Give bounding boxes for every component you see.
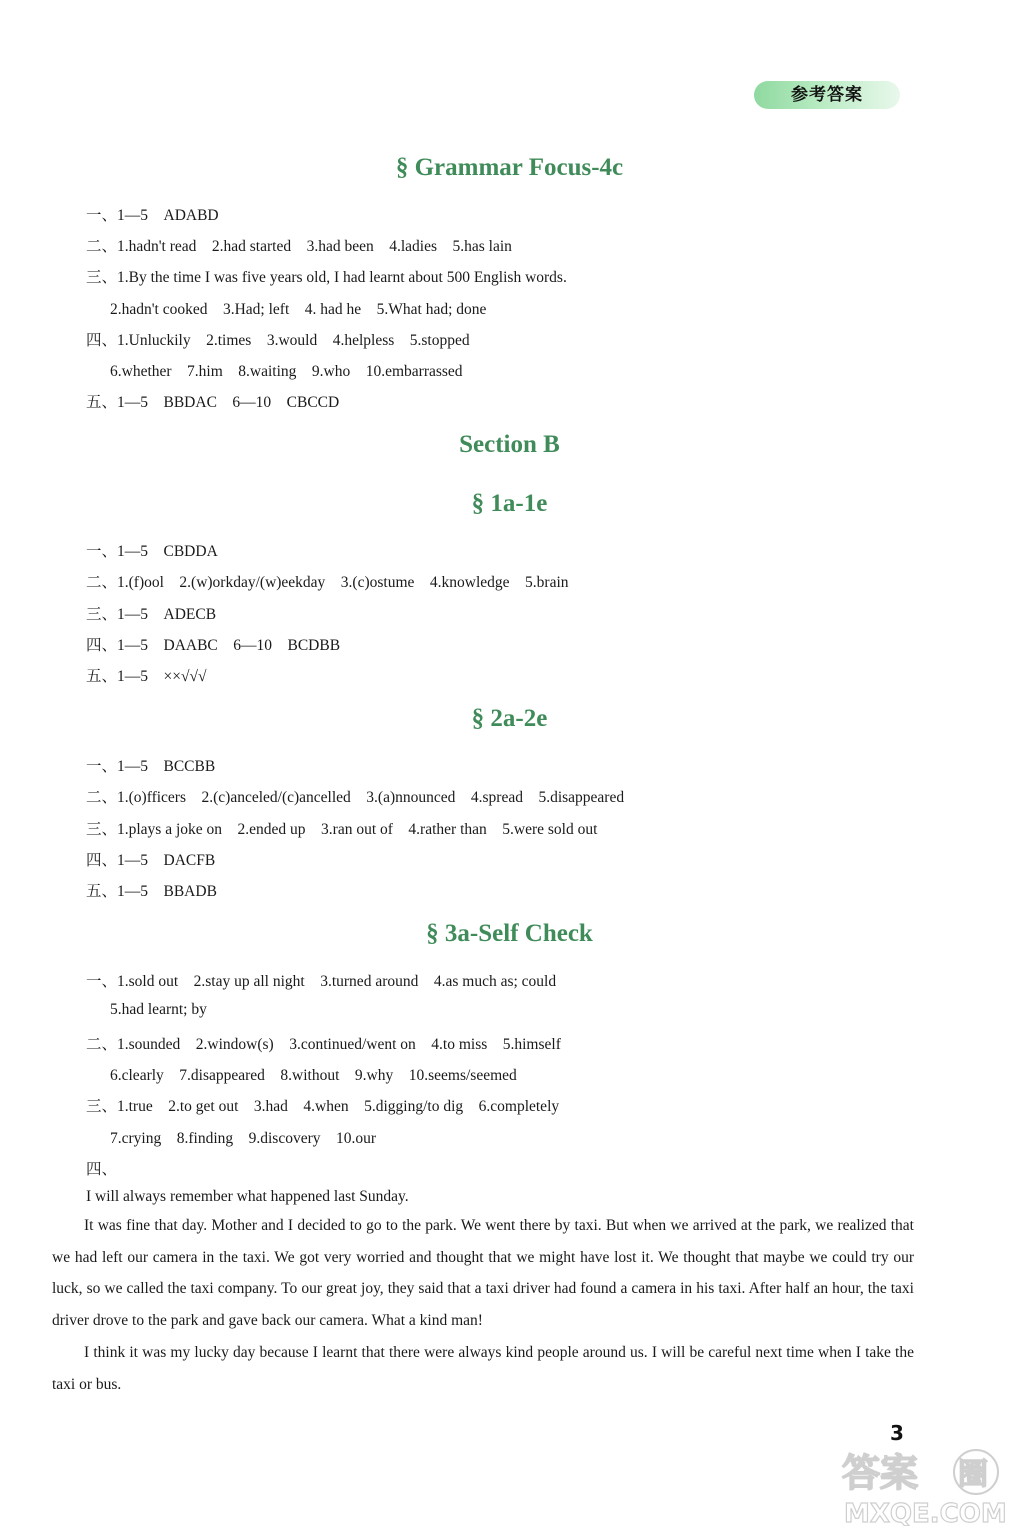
- answer-line: 三、1.plays a joke on 2.ended up 3.ran out of 4.rather than 5.were sold out: [86, 821, 598, 838]
- answer-line: 6.whether 7.him 8.waiting 9.who 10.embarrassed: [110, 363, 463, 380]
- answer-line: 三、1.true 2.to get out 3.had 4.when 5.digging/to dig 6.completely: [86, 1098, 560, 1115]
- page-number: 3: [890, 1421, 904, 1445]
- answer-line: 一、1.sold out 2.stay up all night 3.turned around 4.as much as; could: [86, 973, 557, 990]
- answer-line: 五、1—5 BBDAC 6—10 CBCCD: [86, 394, 340, 411]
- answer-line: 二、1.(f)ool 2.(w)orkday/(w)eekday 3.(c)ostume 4.knowledge 5.brain: [86, 574, 569, 591]
- svg-text:MXQE.COM: MXQE.COM: [844, 1499, 1007, 1526]
- answer-line: 二、1.sounded 2.window(s) 3.continued/went on 4.to miss 5.himself: [86, 1036, 561, 1053]
- heading-3a-self-check: § 3a-Self Check: [426, 920, 593, 947]
- answer-line: 2.hadn't cooked 3.Had; left 4. had he 5.What had; done: [110, 301, 487, 318]
- answer-line: 四、1—5 DAABC 6—10 BCDBB: [86, 637, 341, 654]
- answer-line: 四、1—5 DACFB: [86, 852, 216, 869]
- heading-2a-2e: § 2a-2e: [471, 705, 548, 732]
- heading-1a-1e: § 1a-1e: [471, 490, 548, 517]
- answer-line: 四、: [86, 1161, 118, 1178]
- answer-line: 一、1—5 ADABD: [86, 207, 219, 224]
- essay-title: I will always remember what happened last Sunday.: [86, 1188, 409, 1205]
- answer-line: 三、1—5 ADECB: [86, 606, 217, 623]
- heading-section-b: Section B: [459, 431, 560, 458]
- answer-line: 5.had learnt; by: [110, 1001, 207, 1018]
- answer-line: 7.crying 8.finding 9.discovery 10.our: [110, 1130, 377, 1147]
- answer-line: 一、1—5 BCCBB: [86, 758, 216, 775]
- answer-line: 五、1—5 BBADB: [86, 883, 217, 900]
- heading-grammar-focus: § Grammar Focus-4c: [395, 154, 624, 181]
- answer-key-badge: 参考答案: [754, 81, 900, 109]
- answer-line: 二、1.(o)fficers 2.(c)anceled/(c)ancelled 3.(a)nnounced 4.spread 5.disappeared: [86, 789, 625, 806]
- answer-line: 二、1.hadn't read 2.had started 3.had been 4.ladies 5.has lain: [86, 238, 512, 255]
- answer-line: 三、1.By the time I was five years old, I had learnt about 500 English words.: [86, 269, 567, 286]
- essay-paragraph: I think it was my lucky day because I learnt that there were always kind people around us. I will be careful next time when I take the taxi or bus.: [52, 1344, 914, 1393]
- watermark-logo: [838, 1446, 1010, 1526]
- answer-line: 6.clearly 7.disappeared 8.without 9.why 10.seems/seemed: [110, 1067, 517, 1084]
- essay-paragraph: It was fine that day. Mother and I decided to go to the park. We went there by taxi. But when we arrived at the park, we realized that we had left our camera in the taxi. We got very worried and thought that we might have lost it. We thought that maybe we could try our luck, so we called the taxi company. To our great joy, they said that a taxi driver had found a camera in his taxi. After half an hour, the taxi driver drove to the park and gave back our camera. What a kind man!: [52, 1217, 914, 1329]
- answer-line: 四、1.Unluckily 2.times 3.would 4.helpless 5.stopped: [86, 332, 470, 349]
- svg-text:圈: 圈: [958, 1457, 988, 1492]
- answer-line: 五、1—5 ××√√√: [86, 668, 207, 685]
- answer-line: 一、1—5 CBDDA: [86, 543, 218, 560]
- svg-text:答案: 答案: [842, 1451, 919, 1495]
